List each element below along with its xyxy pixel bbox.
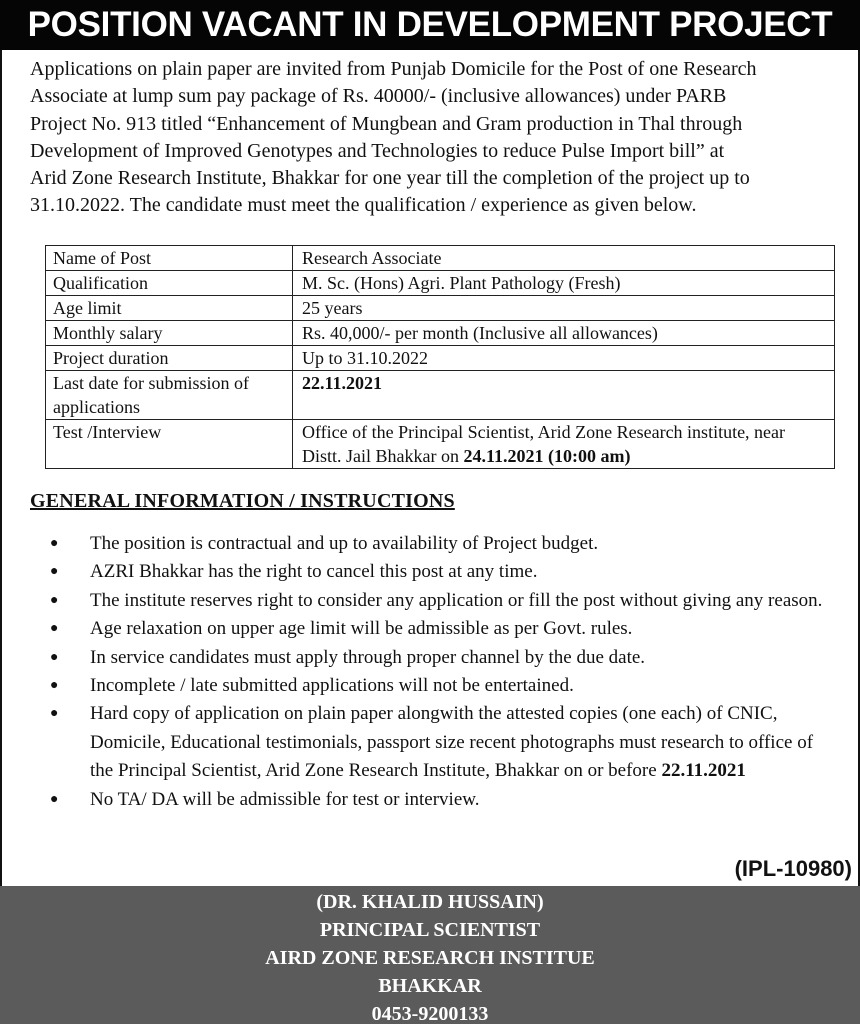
intro-line: Arid Zone Research Institute, Bhakkar for one year till the completion of the project up to xyxy=(30,167,750,190)
row-label: Last date for submission of applications xyxy=(46,371,293,420)
instructions-list xyxy=(50,530,840,814)
row-label: Qualification xyxy=(46,271,293,296)
row-label: Age limit xyxy=(46,296,293,321)
list-item xyxy=(50,786,840,814)
list-item-text: No TA/ DA will be admissible for test or interview. xyxy=(90,788,480,810)
signatory-name: (DR. KHALID HUSSAIN) xyxy=(316,891,544,913)
institute-name: AIRD ZONE RESEARCH INSTITUE xyxy=(265,947,595,969)
table-row xyxy=(46,420,835,469)
list-item-text: AZRI Bhakkar has the right to cancel this post at any time. xyxy=(90,561,538,583)
intro-paragraph xyxy=(30,56,840,220)
bullet-icon: ● xyxy=(50,649,59,665)
list-item-text: In service candidates must apply through proper channel by the due date. xyxy=(90,646,646,668)
table-row xyxy=(46,246,835,271)
list-item-text: Incomplete / late submitted applications will not be entertained. xyxy=(90,675,574,697)
list-item-text: The position is contractual and up to availability of Project budget. xyxy=(90,533,599,554)
list-item xyxy=(50,558,840,586)
row-value: M. Sc. (Hons) Agri. Plant Pathology (Fresh) xyxy=(293,271,835,296)
intro-line: 31.10.2022. The candidate must meet the qualification / experience as given below. xyxy=(30,194,697,217)
section-title: GENERAL INFORMATION / INSTRUCTIONS xyxy=(30,490,455,512)
interview-venue: Office of the Principal Scientist, Arid Zone Research institute, near Distt. Jail Bhakkar on xyxy=(302,422,786,466)
row-label: Monthly salary xyxy=(46,321,293,346)
row-value: 22.11.2021 xyxy=(293,371,835,420)
list-item-text: Age relaxation on upper age limit will be admissible as per Govt. rules. xyxy=(90,618,633,640)
intro-line: Associate at lump sum pay package of Rs. 40000/- (inclusive allowances) under PARB xyxy=(30,85,727,108)
phone-number: 0453-9200133 xyxy=(371,1003,489,1025)
table-row xyxy=(46,321,835,346)
intro-line: Development of Improved Genotypes and Technologies to reduce Pulse Import bill” at xyxy=(30,139,725,162)
ad-header-bar xyxy=(0,0,860,50)
city-name: BHAKKAR xyxy=(378,975,482,997)
list-item-text: The institute reserves right to consider any application or fill the post without giving any reason. xyxy=(90,589,823,611)
intro-line: Project No. 913 titled “Enhancement of Mungbean and Gram production in Thal through xyxy=(30,112,743,135)
interview-datetime: 24.11.2021 (10:00 am) xyxy=(463,446,631,466)
list-item xyxy=(50,587,840,615)
list-item xyxy=(50,530,840,558)
page-title: POSITION VACANT IN DEVELOPMENT PROJECT xyxy=(27,5,833,44)
list-item xyxy=(50,700,840,785)
table-row xyxy=(46,271,835,296)
contact-footer xyxy=(0,886,860,1024)
table-row xyxy=(46,346,835,371)
bullet-icon: ● xyxy=(50,592,59,608)
bullet-icon: ● xyxy=(50,706,59,722)
row-label: Project duration xyxy=(46,346,293,371)
bullet-icon: ● xyxy=(50,621,59,637)
row-value: Rs. 40,000/- per month (Inclusive all allowances) xyxy=(293,321,835,346)
list-item xyxy=(50,615,840,643)
row-value: Research Associate xyxy=(293,246,835,271)
table-row xyxy=(46,371,835,420)
position-details-table xyxy=(45,245,835,469)
signatory-designation: PRINCIPAL SCIENTIST xyxy=(319,919,541,941)
row-value xyxy=(293,420,835,469)
bullet-icon: ● xyxy=(50,791,59,807)
row-value: Up to 31.10.2022 xyxy=(293,346,835,371)
row-label: Test /Interview xyxy=(46,420,293,469)
bullet-icon: ● xyxy=(50,564,59,580)
list-item-text: Hard copy of application on plain paper alongwith the attested copies (one each) of CNIC, Domicile, Educational testimonials, passport size recent photographs must research to office of the Principal Scientist, Arid Zone Research Institute, Bhakkar on or before xyxy=(90,703,814,782)
list-item xyxy=(50,672,840,700)
row-value: 25 years xyxy=(293,296,835,321)
deadline-date: 22.11.2021 xyxy=(661,760,746,782)
reference-number: (IPL-10980) xyxy=(734,856,852,881)
list-item xyxy=(50,644,840,672)
intro-line: Applications on plain paper are invited from Punjab Domicile for the Post of one Research xyxy=(30,58,757,80)
table-row xyxy=(46,296,835,321)
bullet-icon: ● xyxy=(50,536,59,551)
bullet-icon: ● xyxy=(50,678,59,694)
row-label: Name of Post xyxy=(46,246,293,271)
